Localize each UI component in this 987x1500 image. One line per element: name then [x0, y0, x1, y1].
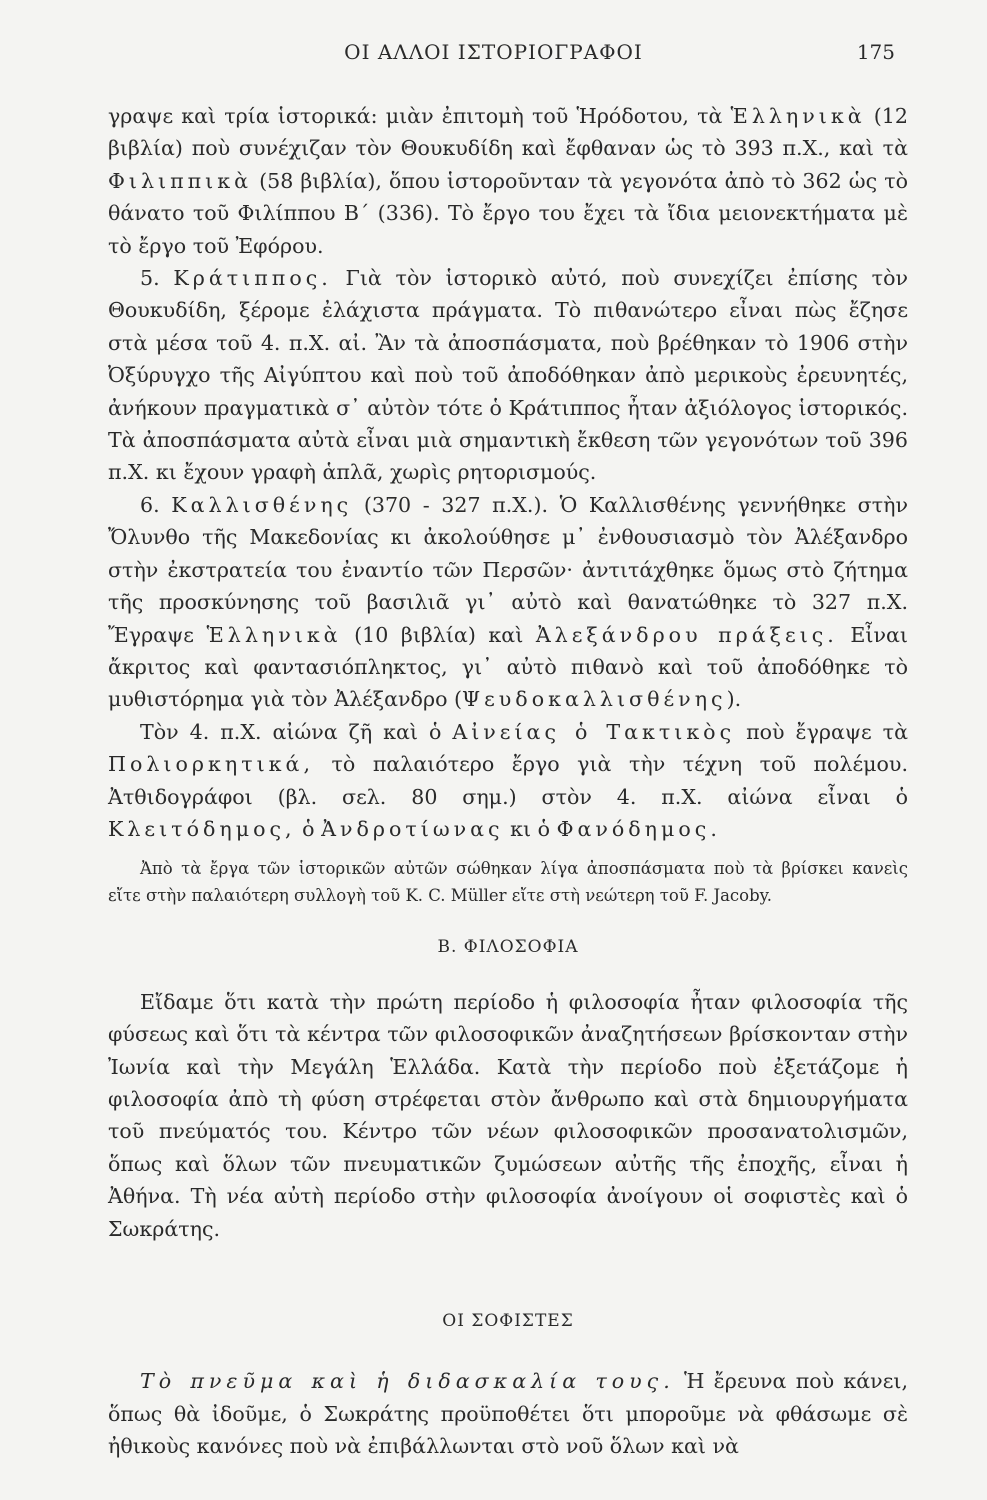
work-title-hellenika: Ἑλληνικὰ	[206, 622, 342, 647]
paragraph-fourth-century	[108, 716, 908, 846]
work-title-alexandrou-praxeis: Ἀλεξάνδρου πράξεις.	[535, 622, 838, 647]
historian-name-androtion: Ἀνδροτίωνας	[321, 816, 504, 841]
text-run: (370 - 327 π.Χ.). Ὁ Καλλισθένης γεννήθηκε στὴν Ὄλυνθο τῆς Μακεδονίας κι ἀκολούθησε μ᾽ ἐνθουσιασμὸ τὸν Ἀλέξανδρο στὴν ἐκστρατεία του ἐναντίο τῶν Περσῶν· ἀντιτάχθηκε ὅμως στὸ ζήτημα τῆς προσκύνησης τοῦ βασιλιᾶ γι᾽ αὐτὸ καὶ θανατώθηκε τὸ 327 π.Χ. Ἔγραψε	[108, 492, 908, 647]
page-header	[0, 40, 987, 68]
work-title-hellenika: Ἑλληνικὰ	[730, 104, 866, 128]
text-run: ποὺ ἔγραψε τὰ	[735, 719, 908, 744]
text-run: ὁ	[295, 816, 322, 841]
running-title: ΟΙ ΑΛΛΟΙ ΙΣΤΟΡΙΟΓΡΑΦΟΙ	[344, 40, 643, 64]
text-run: (12 βιβλία) ποὺ συνέχιζαν τὸν Θουκυδίδη καὶ ἔφθαναν ὡς τὸ 393 π.Χ., καὶ τὰ	[108, 104, 908, 161]
paragraph-xenophon-works	[108, 100, 908, 262]
historian-name-phanodemos: Φανόδημος.	[556, 816, 721, 841]
historian-name-aineias: Αἰνείας ὁ Τακτικὸς	[452, 719, 736, 744]
text-run: (10 βιβλία) καὶ	[341, 622, 536, 647]
text-run: Ἡ ἔρευνα ποὺ κάνει, ὅπως θὰ ἰδοῦμε, ὁ Σωκράτης προϋποθέτει ὅτι μποροῦμε νὰ φθάσωμε σὲ ἠθικοὺς κανόνες ποὺ νὰ ἐπιβάλλωνται στὸ νοῦ ὅλων καὶ νὰ	[108, 1369, 908, 1459]
historian-name-kratippos: Κράτιππος.	[173, 266, 332, 291]
text-run: γραψε καὶ τρία ἱστορικά: μιὰν ἐπιτομὴ τοῦ Ἡρόδοτου, τὰ	[108, 104, 731, 128]
item-number: 5.	[140, 266, 174, 291]
subsection-heading: ΟΙ ΣΟΦΙΣΤΕΣ	[442, 1311, 574, 1331]
footnote: Ἀπὸ τὰ ἔργα τῶν ἱστορικῶν αὐτῶν σώθηκαν λίγα ἀποσπάσματα ποὺ τὰ βρίσκει κανεὶς εἴτε στὴν παλαιότερη συλλογὴ τοῦ K. C. Müller εἴτε στὴ νεώτερη τοῦ F. Jacoby.	[108, 859, 908, 906]
paragraph-kratippos	[108, 262, 908, 489]
text-run: (58 βιβλία), ὅπου ἱστοροῦνταν τὰ γεγονότα ἀπὸ τὸ 362 ὡς τὸ θάνατο τοῦ Φιλίππου Β΄ (336). Τὸ ἔργο του ἔχει τὰ ἴδια μειονεκτήματα μὲ τὸ ἔργο τοῦ Ἐφόρου.	[108, 168, 908, 258]
paragraph-sophists	[108, 1365, 908, 1462]
text-run: Τὸν 4. π.Χ. αἰώνα ζῆ καὶ ὁ	[140, 719, 453, 744]
item-number: 6.	[140, 492, 172, 517]
page-number: 175	[856, 40, 895, 64]
historian-name-kallisthenes: Καλλισθένης	[171, 492, 353, 517]
paragraph-kallisthenes	[108, 489, 908, 716]
subsection-lead-title: Τὸ πνεῦμα καὶ ἡ διδασκαλία τους.	[140, 1369, 675, 1394]
work-title-philippika: Φιλιππικὰ	[108, 168, 253, 193]
text-run: Εἶναι ἄκριτος καὶ φαντασιόπληκτος, γι᾽ αὐτὸ πιθανὸ καὶ τοῦ ἀποδόθηκε τὸ μυθιστόρημα γιὰ τὸν Ἀλέξανδρο (	[108, 622, 909, 712]
section-heading: Β. ΦΙΛΟΣΟΦΙΑ	[437, 937, 579, 958]
text-run: κι ὁ	[503, 816, 557, 841]
work-title-pseudokallisthenes: Ψευδοκαλλισθένης	[462, 687, 727, 712]
historian-name-kleitodemos: Κλειτόδημος,	[108, 816, 296, 841]
text-run: τὸ παλαιότερο ἔργο γιὰ τὴν τέχνη τοῦ πολέμου. Ἀτθιδογράφοι (βλ. σελ. 80 σημ.) στὸν 4. π.Χ. αἰώνα εἶναι ὁ	[108, 752, 908, 809]
paragraph-philosophy-intro: Εἴδαμε ὅτι κατὰ τὴν πρώτη περίοδο ἡ φιλοσοφία ἦταν φιλοσοφία τῆς φύσεως καὶ ὅτι τὰ κέντρα τῶν φιλοσοφικῶν ἀναζητήσεων βρίσκονταν στὴν Ἰωνία καὶ τὴν Μεγάλη Ἑλλάδα. Κατὰ τὴν περίοδο ποὺ ἐξετάζομε ἡ φιλοσοφία ἀπὸ τὴ φύση στρέφεται στὸν ἄνθρωπο καὶ στὰ δημιουργήματα τοῦ πνεύματός του. Κέντρο τῶν νέων φιλοσοφικῶν προσανατολισμῶν, ὅπως καὶ ὅλων τῶν πνευματικῶν ζυμώσεων αὐτῆς τῆς ἐποχῆς, εἶναι ἡ Ἀθήνα. Τὴ νέα αὐτὴ περίοδο στὴν φιλοσοφία ἀνοίγουν οἱ σοφιστὲς καὶ ὁ Σωκράτης.	[108, 989, 908, 1241]
work-title-poliorketika: Πολιορκητικά,	[108, 752, 314, 777]
body-text	[108, 100, 908, 1463]
text-run: Γιὰ τὸν ἱστορικὸ αὐτό, ποὺ συνεχίζει ἐπίσης τὸν Θουκυδίδη, ξέρομε ἐλάχιστα πράγματα. Τὸ πιθανώτερο εἶναι πὼς ἔζησε στὰ μέσα τοῦ 4. π.Χ. αἰ. Ἂν τὰ ἀποσπάσματα, ποὺ βρέθηκαν τὸ 1906 στὴν Ὀξύρυγχο τῆς Αἰγύπτου καὶ ποὺ τοῦ ἀποδόθηκαν ἀπὸ μερικοὺς ἐρευνητές, ἀνήκουν πραγματικὰ σ᾽ αὐτὸν τότε ὁ Κράτιππος ἦταν ἀξιόλογος ἱστορικός. Τὰ ἀποσπάσματα αὐτὰ εἶναι μιὰ σημαντικὴ ἔκθεση τῶν γεγονότων τοῦ 396 π.Χ. κι ἔχουν γραφὴ ἁπλᾶ, χωρὶς ρητορισμούς.	[108, 266, 908, 485]
text-run: ).	[726, 687, 742, 712]
